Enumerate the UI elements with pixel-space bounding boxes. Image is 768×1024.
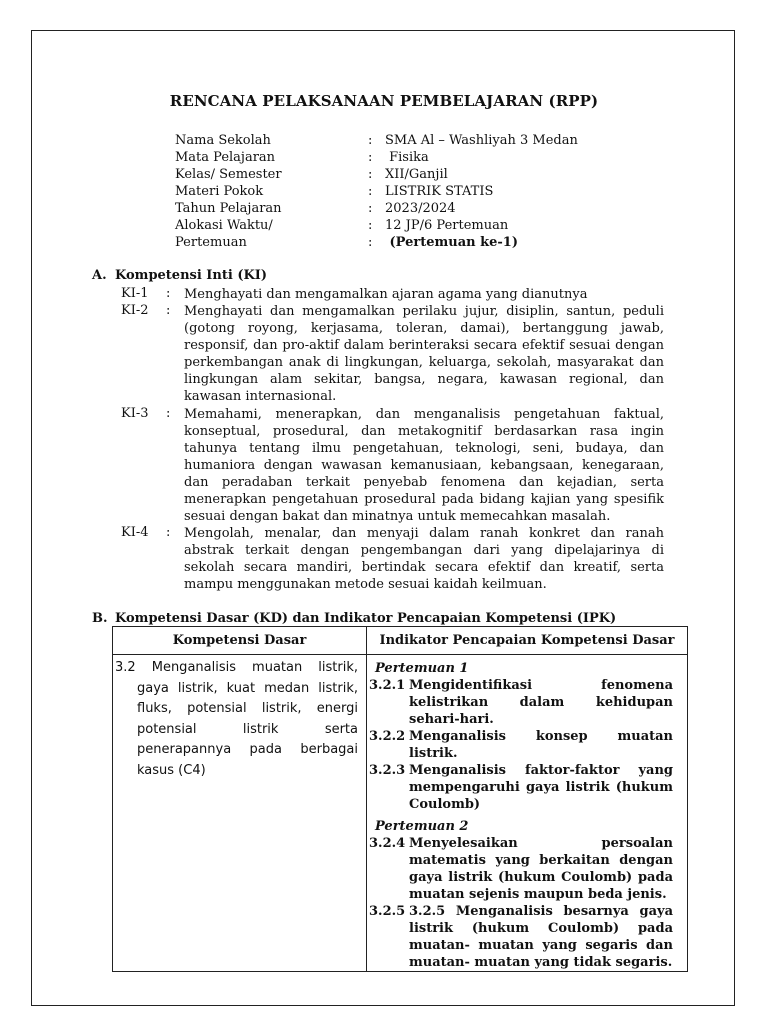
kd-ipk-table <box>112 626 688 972</box>
info-value: 12 JP/6 Pertemuan <box>385 218 509 233</box>
ipk-item <box>369 762 673 813</box>
ki-text: Menghayati dan mengamalkan perilaku jujur, disiplin, santun, peduli (gotong royong, kerjasama, toleran, damai), bertanggung jawab, responsif, dan pro-aktif dalam berinteraksi secara efektif sesuai dengan perkembangan anak di lingkungan, keluarga, sekolah, masyarakat dan lingkungan alam sekitar, bangsa, negara, kawasan regional, dan kawasan internasional. <box>184 304 664 404</box>
ipk-item <box>369 677 673 728</box>
section-letter: A. <box>92 268 107 283</box>
ki-colon: : <box>166 406 171 421</box>
ipk-number: 3.2.3 <box>369 763 406 778</box>
section-letter: B. <box>92 611 108 626</box>
info-value: SMA Al – Washliyah 3 Medan <box>385 133 578 148</box>
section-title: Kompetensi Dasar (KD) dan Indikator Pencapaian Kompetensi (IPK) <box>115 611 617 626</box>
section-a-heading <box>92 268 267 283</box>
ipk-text: Menganalisis faktor-faktor yang mempengaruhi gaya listrik (hukum Coulomb) <box>409 763 673 812</box>
ipk-number: 3.2.5 <box>369 904 406 919</box>
ki-colon: : <box>166 303 171 318</box>
info-colon: : <box>368 218 373 233</box>
info-colon: : <box>368 133 373 148</box>
ki-code: KI-4 <box>121 525 149 540</box>
info-label: Mata Pelajaran <box>175 150 276 165</box>
meeting-1-label: Pertemuan 1 <box>375 661 469 676</box>
kd-cell <box>113 655 367 972</box>
ipk-number: 3.2.2 <box>369 729 406 744</box>
ipk-item <box>369 903 673 971</box>
info-label: Kelas/ Semester <box>175 167 282 182</box>
document-title: RENCANA PELAKSANAAN PEMBELAJARAN (RPP) <box>169 92 599 110</box>
ipk-text: Menyelesaikan persoalan matematis yang berkaitan dengan gaya listrik (hukum Coulomb) pada muatan sejenis maupun beda jenis. <box>409 836 673 902</box>
ki-text: Mengolah, menalar, dan menyaji dalam ranah konkret dan ranah abstrak terkait dengan pengembangan dari yang dipelajarinya di sekolah secara mandiri, bertindak secara efektif dan kreatif, serta mampu menggunakan metode sesuai kaidah keilmuan. <box>184 526 664 592</box>
ipk-item <box>369 728 673 762</box>
ki-colon: : <box>166 525 171 540</box>
info-colon: : <box>368 184 373 199</box>
kd-statement <box>113 655 366 781</box>
info-colon: : <box>368 150 373 165</box>
ki-colon: : <box>166 286 171 301</box>
info-value: 2023/2024 <box>385 201 456 216</box>
info-label: Tahun Pelajaran <box>175 201 282 216</box>
info-value: XII/Ganjil <box>385 167 448 182</box>
info-label: Nama Sekolah <box>175 133 271 148</box>
table-header-ipk: Indikator Pencapaian Kompetensi Dasar <box>367 627 688 655</box>
ipk-cell <box>367 655 688 972</box>
ipk-text: 3.2.5 Menganalisis besarnya gaya listrik (hukum Coulomb) pada muatan- muatan yang segaris dan muatan- muatan yang tidak segaris. <box>409 904 673 970</box>
ipk-text: Menganalisis konsep muatan listrik. <box>409 729 673 761</box>
ipk-list <box>367 655 687 971</box>
ipk-number: 3.2.1 <box>369 678 406 693</box>
info-label: Alokasi Waktu/ <box>175 218 273 233</box>
table-header-kd: Kompetensi Dasar <box>113 627 367 655</box>
section-title: Kompetensi Inti (KI) <box>115 268 267 283</box>
section-b-heading <box>92 611 616 626</box>
ki-code: KI-1 <box>121 286 149 301</box>
info-label: Materi Pokok <box>175 184 264 199</box>
kd-lead: 3.2 Menganalisis muatan listrik, <box>115 660 358 675</box>
info-colon: : <box>368 235 373 250</box>
ki-code: KI-2 <box>121 303 149 318</box>
info-value: (Pertemuan ke-1) <box>385 235 518 250</box>
ki-text: Memahami, menerapkan, dan menganalisis pengetahuan faktual, konseptual, prosedural, dan metakognitif berdasarkan rasa ingin tahunya tentang ilmu pengetahuan, teknologi, seni, budaya, dan humaniora dengan wawasan kemanusiaan, kebangsaan, kenegaraan, dan peradaban terkait penyebab fenomena dan kejadian, serta menerapkan pengetahuan prosedural pada bidang kajian yang spesifik sesuai dengan bakat dan minatnya untuk memecahkan masalah. <box>184 407 664 524</box>
info-value: LISTRIK STATIS <box>385 184 494 199</box>
ipk-item <box>369 835 673 903</box>
ki-text: Menghayati dan mengamalkan ajaran agama yang dianutnya <box>184 287 588 302</box>
ipk-number: 3.2.4 <box>369 836 406 851</box>
ki-code: KI-3 <box>121 406 149 421</box>
info-colon: : <box>368 167 373 182</box>
kd-body: gaya listrik, kuat medan listrik, fluks, potensial listrik, energi potensial listrik serta penerapannya pada berbagai kasus (C4) <box>137 680 358 778</box>
info-label: Pertemuan <box>175 235 247 250</box>
ipk-text: Mengidentifikasi fenomena kelistrikan dalam kehidupan sehari-hari. <box>409 678 673 727</box>
info-colon: : <box>368 201 373 216</box>
info-value: Fisika <box>385 150 429 165</box>
meeting-2-label: Pertemuan 2 <box>375 819 469 834</box>
